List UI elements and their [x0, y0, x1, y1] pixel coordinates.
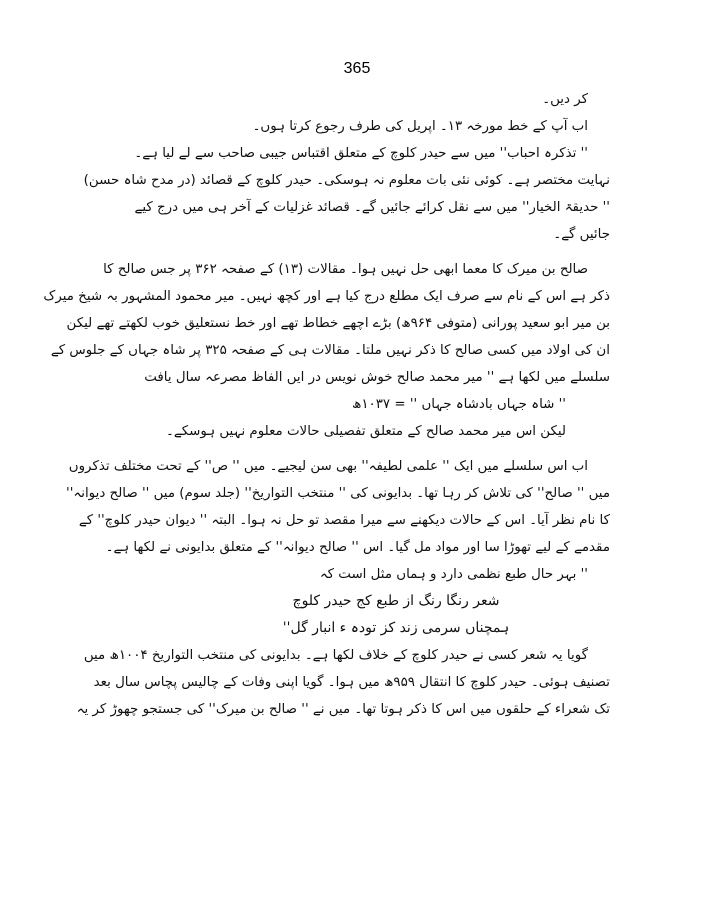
- verse-line: شعر رنگا رنگ از طبع کج حیدر کلوچ: [292, 593, 500, 609]
- verse-line: ہمچناں سرمی زند کز تودہ ء انبار گل'': [282, 620, 510, 636]
- quoted-line: '' شاہ جہاں بادشاہ جہاں '' = ۱۰۳۷ھ: [351, 397, 566, 412]
- paragraph-line: اب آپ کے خط مورخہ ۱۳۔ اپریل کی طرف رجوع کرتا ہوں۔: [252, 119, 588, 134]
- paragraph-line: تک شعراء کے حلقوں میں اس کا ذکر ہوتا تھا۔ میں نے '' صالح بن میرک'' کی جستجو چھوڑ کر یہ: [76, 702, 610, 717]
- paragraph-line: لیکن اس میر محمد صالح کے متعلق تفصیلی حالات معلوم نہیں ہوسکے۔: [166, 424, 566, 439]
- page-number: 365: [343, 60, 371, 77]
- paragraph-line: '' حدیقۃ الخیار'' میں سے نقل کرائے جائیں گے۔ قصائد غزلیات کے آخر ہی میں درج کیے: [134, 200, 610, 215]
- paragraph-line: میں '' صالح'' کی تلاش کر رہا تھا۔ بدایونی کی '' منتخب التواریخ'' (جلد سوم) میں '' صالح دیوانہ'': [66, 486, 610, 501]
- paragraph-line: ذکر ہے اس کے نام سے صرف ایک مطلع درج کیا ہے اور کچھ نہیں۔ میر محمود المشہور بہ شیخ میرک: [43, 289, 610, 304]
- paragraph-line: کر دیں۔: [542, 92, 588, 107]
- paragraph-gap: [112, 445, 610, 453]
- text-body: [43, 86, 610, 723]
- paragraph-line: بن میر ابو سعید پورانی (متوفی ۹۶۴ھ) بڑے اچھے خطاط تھے اور خط نستعلیق خوب لکھتے تھے لیکن: [66, 316, 610, 331]
- paragraph-gap: [112, 248, 610, 256]
- paragraph-line: ان کی اولاد میں کسی صالح کا ذکر نہیں ملتا۔ مقالات ہی کے صفحہ ۳۲۵ پر شاہ جہاں کے جلوس کے: [50, 343, 610, 358]
- paragraph-line: سلسلے میں لکھا ہے '' میر محمد صالح خوش نویس در ایں الفاظ مصرعہ سال یافت: [144, 370, 610, 385]
- paragraph-line: مقدمے کے لیے تھوڑا سا اور مواد مل گیا۔ اس '' صالح دیوانہ'' کے متعلق بدایونی نے لکھا ہے۔: [105, 540, 610, 555]
- quoted-line: '' بہر حال طبع نظمی دارد و ہماں مثل است کہ: [319, 567, 588, 582]
- paragraph-line: کا نام نظر آیا۔ اس کے حالات دیکھنے سے میرا مقصد تو حل نہ ہوا۔ البتہ '' دیوان حیدر کلوچ'' کے: [78, 513, 610, 528]
- paragraph-line: جائیں گے۔: [553, 227, 610, 242]
- paragraph-line: تصنیف ہوئی۔ حیدر کلوچ کا انتقال ۹۵۹ھ میں ہوا۔ گویا اپنی وفات کے چالیس پچاس سال بعد: [93, 675, 610, 690]
- paragraph-line: گویا یہ شعر کسی نے حیدر کلوچ کے خلاف لکھا ہے۔ بدایونی کی منتخب التواریخ ۱۰۰۴ھ میں: [83, 648, 588, 663]
- paragraph-line: نہایت مختصر ہے۔ کوئی نئی بات معلوم نہ ہوسکی۔ حیدر کلوچ کے قصائد (در مدح شاہ حسن): [83, 173, 610, 188]
- paragraph-line: صالح بن میرک کا معما ابھی حل نہیں ہوا۔ مقالات (۱۳) کے صفحہ ۳۶۲ پر جس صالح کا: [103, 262, 588, 277]
- paragraph-line: '' تذکرہ احباب'' میں سے حیدر کلوچ کے متعلق اقتباس جیبی صاحب سے لے لیا ہے۔: [134, 146, 588, 161]
- paragraph-line: اب اس سلسلے میں ایک '' علمی لطیفہ'' بھی سن لیجیے۔ میں '' ص'' کے تحت مختلف تذکروں: [68, 459, 588, 474]
